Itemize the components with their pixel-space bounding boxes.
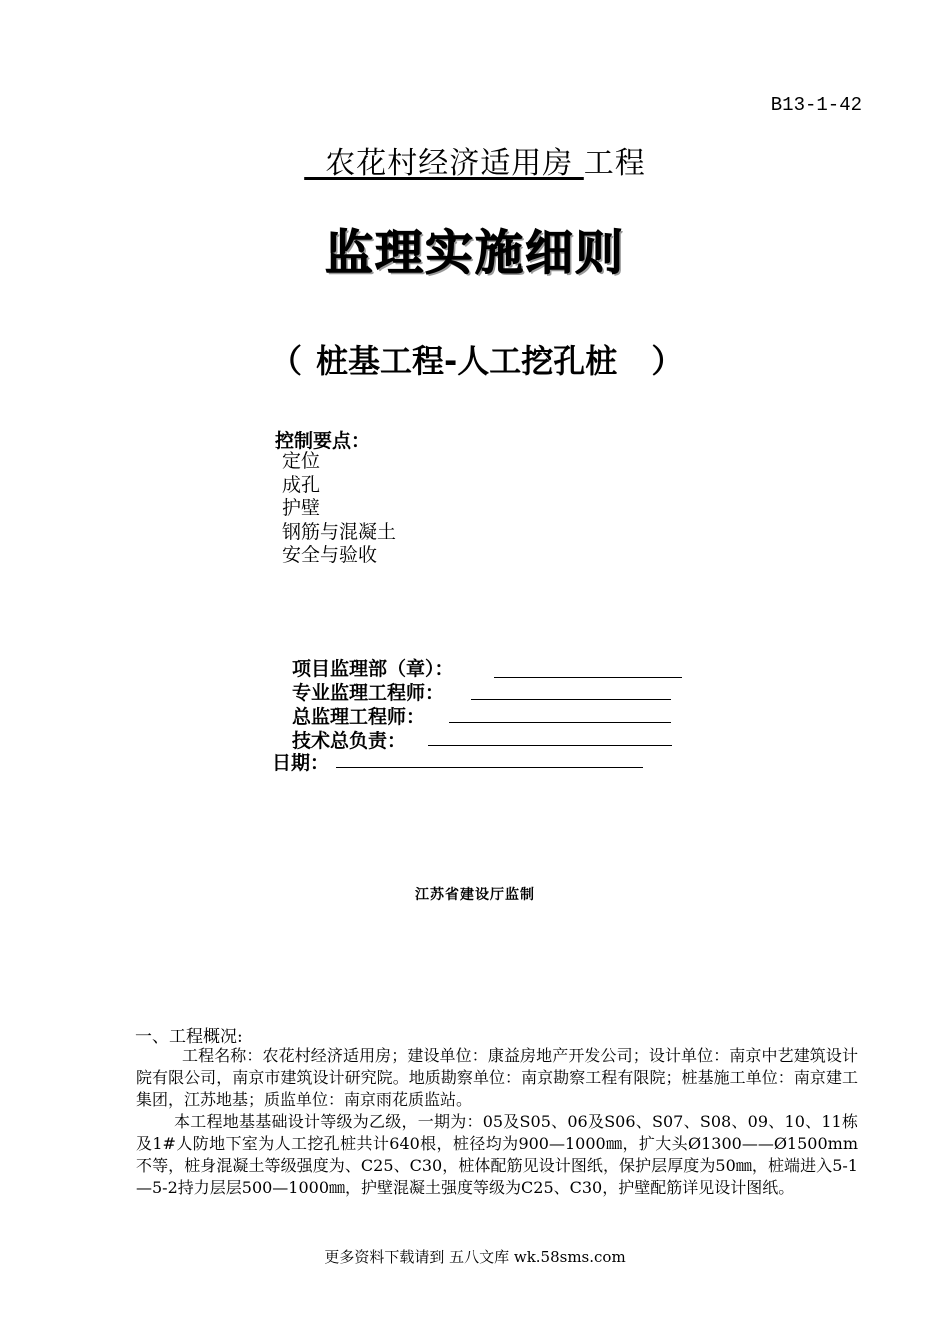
signature-label: 专业监理工程师：	[292, 682, 445, 704]
key-points-list	[282, 450, 396, 568]
signature-specialist-engineer	[292, 678, 444, 705]
sub-title	[270, 336, 683, 382]
key-point-item: 成孔	[282, 473, 321, 496]
foundation-paragraph: 本工程地基基础设计等级为乙级，一期为：05及S05、06及S06、S07、S08、09、10、11栋及1#人防地下室为人工挖孔桩共计640根，桩径均为900—1000㎜，扩大头Ø1300——Ø1500mm不等，桩身混凝土等级强度为、C25、C30，桩体配筋见设计图纸，保护层厚度为50㎜，桩端进入5-1—5-2持力层层500—1000㎜，护壁混凝土强度等级为C25、C30，护壁配筋详见设计图纸。	[136, 1112, 858, 1197]
signature-label: 项目监理部（章）：	[292, 658, 454, 680]
project-title	[0, 138, 950, 182]
signature-line	[494, 677, 682, 678]
signature-date	[272, 748, 329, 775]
key-points-heading: 控制要点：	[275, 430, 371, 452]
signature-label: 日期：	[272, 752, 330, 774]
footer-note: 更多资料下载请到 五八文库 wk.58sms.com	[324, 1248, 626, 1266]
signature-line	[471, 699, 671, 700]
issuer: 江苏省建设厅监制	[415, 887, 535, 903]
signature-label: 技术总负责：	[292, 730, 407, 752]
document-number: B13-1-42	[770, 94, 862, 116]
sub-title-close-paren: ）	[651, 342, 684, 380]
section-heading: 一、工程概况:	[135, 1027, 243, 1047]
sub-title-text: 桩基工程-人工挖孔桩	[316, 342, 618, 380]
key-point-item: 安全与验收	[282, 544, 378, 566]
project-overview-paragraph: 工程名称：农花村经济适用房；建设单位：康益房地产开发公司；设计单位：南京中艺建筑设计院有限公司，南京市建筑设计研究院。地质勘察单位：南京勘察工程有限院；桩基施工单位：南京建工集团，江苏地基；质监单位：南京雨花质监站。	[136, 1046, 858, 1109]
key-point-item: 定位	[282, 450, 321, 472]
key-point-item: 护壁	[282, 497, 321, 519]
signature-line	[336, 767, 643, 768]
main-title: 监理实施细则	[324, 225, 625, 281]
signature-chief-engineer	[292, 702, 425, 729]
project-title-suffix: 工程	[583, 146, 646, 181]
signature-project-dept	[292, 654, 454, 681]
sub-title-open-paren: （	[270, 342, 303, 380]
signature-line	[428, 745, 672, 746]
key-point-item: 钢筋与混凝土	[282, 520, 397, 543]
signature-label: 总监理工程师：	[292, 706, 426, 728]
signature-line	[449, 722, 671, 723]
project-name: 农花村经济适用房	[304, 146, 584, 181]
